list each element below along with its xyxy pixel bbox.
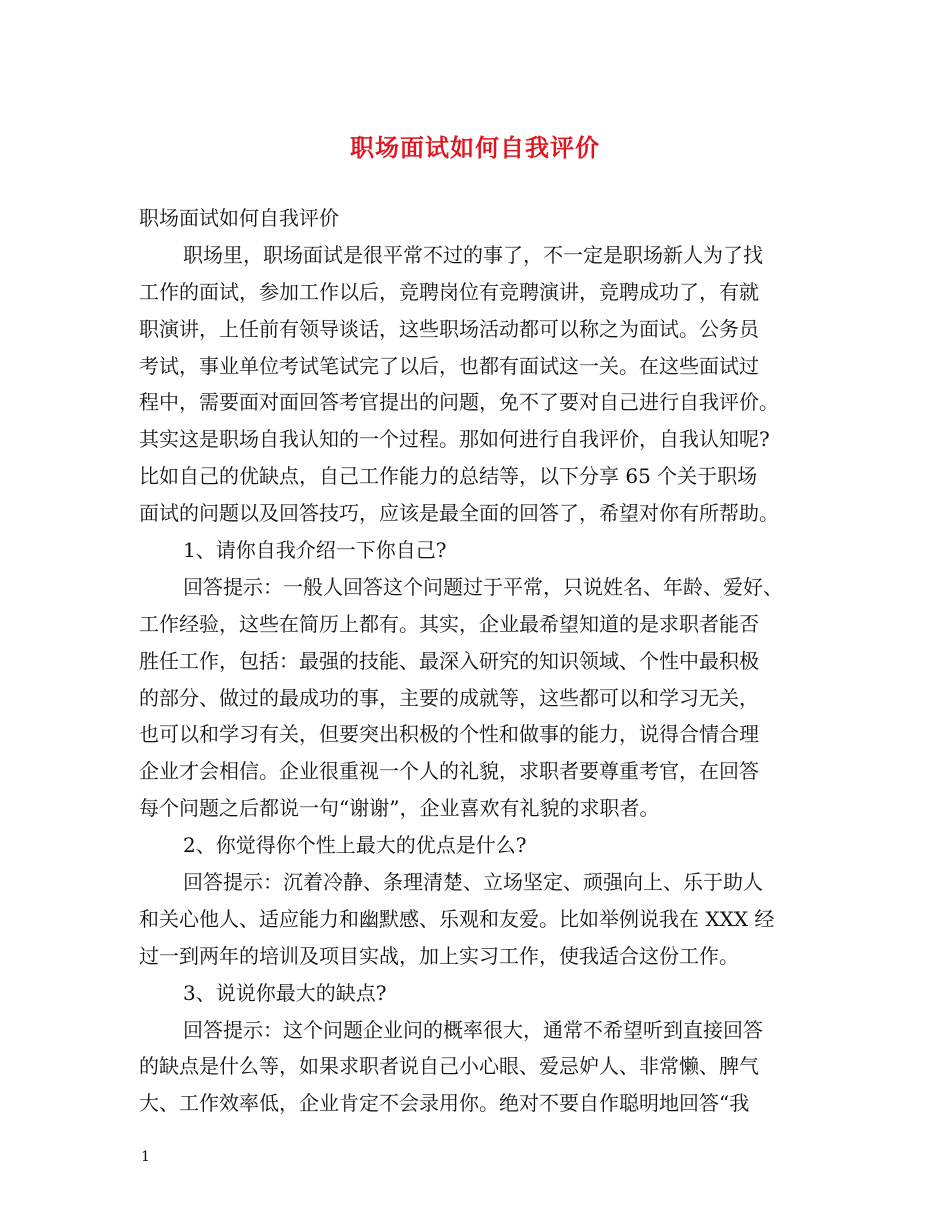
text-line: 的缺点是什么等，如果求职者说自己小心眼、爱忌妒人、非常懒、脾气 [139, 1054, 759, 1079]
text-line: 也可以和学习有关，但要突出积极的个性和做事的能力，说得合情合理 [139, 722, 759, 747]
text-line: 的部分、做过的最成功的事，主要的成就等，这些都可以和学习无关， [139, 685, 759, 710]
text-line: 面试的问题以及回答技巧，应该是最全面的回答了，希望对你有所帮助。 [139, 501, 779, 526]
text-line: 回答提示：这个问题企业问的概率很大，通常不希望听到直接回答 [183, 1017, 763, 1042]
document-title: 职场面试如何自我评价 [350, 133, 600, 162]
text-line: 其实这是职场自我认知的一个过程。那如何进行自我评价，自我认知呢? [139, 427, 770, 452]
text-line: 3、说说你最大的缺点? [183, 980, 387, 1005]
text-line: 职场面试如何自我评价 [139, 206, 339, 230]
text-line: 企业才会相信。企业很重视一个人的礼貌，求职者要尊重考官，在回答 [139, 759, 759, 784]
text-line: 2、你觉得你个性上最大的优点是什么? [183, 833, 527, 858]
text-line: 大、工作效率低，企业肯定不会录用你。绝对不要自作聪明地回答“我 [139, 1091, 750, 1116]
text-line: 胜任工作，包括：最强的技能、最深入研究的知识领域、个性中最积极 [139, 648, 759, 673]
text-line: 比如自己的优缺点，自己工作能力的总结等，以下分享 65 个关于职场 [139, 464, 758, 489]
page-number: 1 [141, 1149, 150, 1165]
text-line: 工作经验，这些在简历上都有。其实，企业最希望知道的是求职者能否 [139, 611, 759, 636]
text-line: 和关心他人、适应能力和幽默感、乐观和友爱。比如举例说我在 XXX 经 [139, 906, 775, 931]
text-line: 1、请你自我介绍一下你自己? [183, 538, 447, 563]
text-line: 考试，事业单位考试笔试完了以后，也都有面试这一关。在这些面试过 [139, 353, 759, 378]
text-line: 程中，需要面对面回答考官提出的问题，免不了要对自己进行自我评价。 [139, 390, 779, 415]
text-line: 回答提示：一般人回答这个问题过于平常，只说姓名、年龄、爱好、 [183, 574, 783, 599]
text-line: 回答提示：沉着冷静、条理清楚、立场坚定、顽强向上、乐于助人 [183, 870, 763, 895]
text-line: 过一到两年的培训及项目实战，加上实习工作，使我适合这份工作。 [139, 943, 739, 968]
text-line: 工作的面试，参加工作以后，竞聘岗位有竞聘演讲，竞聘成功了，有就 [139, 279, 759, 304]
text-line: 职演讲，上任前有领导谈话，这些职场活动都可以称之为面试。公务员 [139, 316, 759, 341]
document-body [139, 200, 829, 1122]
text-line: 每个问题之后都说一句“谢谢”，企业喜欢有礼貌的求职者。 [139, 796, 660, 821]
text-line: 职场里，职场面试是很平常不过的事了，不一定是职场新人为了找 [183, 242, 763, 267]
